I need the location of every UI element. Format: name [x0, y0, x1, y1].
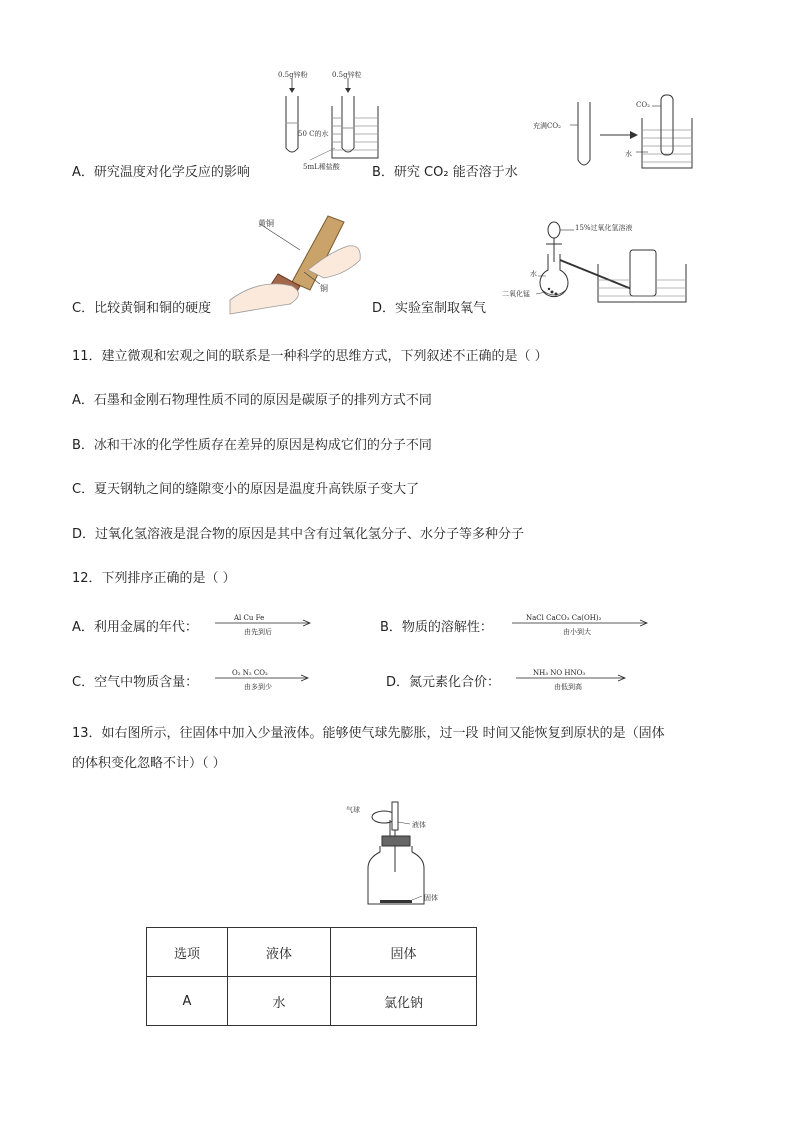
- q12-d-arrow-icon: [516, 674, 628, 682]
- q10-option-b: B．研究 CO₂ 能否溶于水: [372, 165, 518, 180]
- label-co2: CO₂: [636, 101, 650, 109]
- q12-c-top: O₂ N₂ CO₂: [232, 669, 268, 677]
- label-dilute-acid: 5mL稀盐酸: [303, 163, 340, 171]
- label-water-d: 水: [530, 270, 537, 278]
- label-copper: 铜: [320, 284, 328, 293]
- q12-option-d-label: D．氮元素化合价：: [386, 675, 501, 690]
- q12-b-top: NaCl CaCO₃ Ca(OH)₂: [526, 614, 602, 622]
- table-header-cell: 液体: [228, 928, 331, 977]
- q12-a-bottom: 由先到后: [244, 628, 272, 636]
- q12-a-top: Al Cu Fe: [234, 614, 265, 622]
- label-h2o2: 15%过氧化氢溶液: [575, 224, 633, 232]
- label-solid: 固体: [424, 894, 438, 902]
- label-co2-full: 充满CO₂: [533, 122, 561, 130]
- table-cell: 氯化钠: [331, 977, 477, 1026]
- table-header-row: [147, 928, 477, 977]
- figure-d-drawing: [538, 210, 690, 310]
- q10-option-d: D．实验室制取氧气: [372, 301, 487, 316]
- label-zinc-powder: 0.5g锌粉: [278, 71, 308, 79]
- figure-a-drawing: [280, 78, 380, 163]
- label-water-b: 水: [625, 150, 632, 158]
- table-cell: A: [147, 977, 228, 1026]
- q12-d-top: NH₃ NO HNO₃: [533, 669, 586, 677]
- table-header-cell: 选项: [147, 928, 228, 977]
- q12-c-arrow-icon: [215, 674, 311, 682]
- q12-stem: 12．下列排序正确的是（ ）: [72, 571, 236, 586]
- q10-option-a: A．研究温度对化学反应的影响: [72, 165, 250, 180]
- table-row: [147, 977, 477, 1026]
- q11-option-a: A．石墨和金刚石物理性质不同的原因是碳原子的排列方式不同: [72, 393, 432, 408]
- q12-option-a-label: A．利用金属的年代：: [72, 620, 198, 635]
- q12-option-c-label: C．空气中物质含量：: [72, 675, 199, 690]
- table-header-cell: 固体: [331, 928, 477, 977]
- figure-c-drawing: [230, 212, 362, 314]
- q12-a-arrow-icon: [215, 619, 313, 627]
- q12-c-bottom: 由多到少: [244, 683, 272, 691]
- label-brass: 黄铜: [258, 219, 274, 228]
- q11-option-c: C．夏天钢轨之间的缝隙变小的原因是温度升高铁原子变大了: [72, 482, 420, 497]
- table-cell: 水: [228, 977, 331, 1026]
- q12-b-arrow-icon: [512, 619, 652, 627]
- figure-q13-drawing: [366, 800, 436, 910]
- q11-option-b: B．冰和干冰的化学性质存在差异的原因是构成它们的分子不同: [72, 438, 432, 453]
- q12-option-b-label: B．物质的溶解性：: [380, 620, 493, 635]
- q12-d-bottom: 由低到高: [554, 683, 582, 691]
- figure-b-drawing: [570, 90, 700, 175]
- options-table: [146, 927, 477, 1026]
- q11-stem: 11．建立微观和宏观之间的联系是一种科学的思维方式，下列叙述不正确的是（ ）: [72, 349, 548, 364]
- q13-stem-line1: 13．如右图所示，往固体中加入少量液体。能够使气球先膨胀，过一段 时间又能恢复到原状的是（固体: [72, 726, 665, 741]
- q11-option-d: D．过氧化氢溶液是混合物的原因是其中含有过氧化氢分子、水分子等多种分子: [72, 527, 525, 542]
- q12-b-bottom: 由小到大: [563, 628, 591, 636]
- label-liquid: 液体: [412, 821, 426, 829]
- q10-option-c: C．比较黄铜和铜的硬度: [72, 301, 212, 316]
- label-zinc-grain: 0.5g锌粒: [332, 71, 362, 79]
- label-balloon: 气球: [346, 806, 360, 814]
- q13-stem-line2: 的体积变化忽略不计）（ ）: [72, 756, 226, 771]
- label-mno2: 二氧化锰: [502, 290, 530, 298]
- label-water-50c: 50 C的水: [298, 130, 329, 138]
